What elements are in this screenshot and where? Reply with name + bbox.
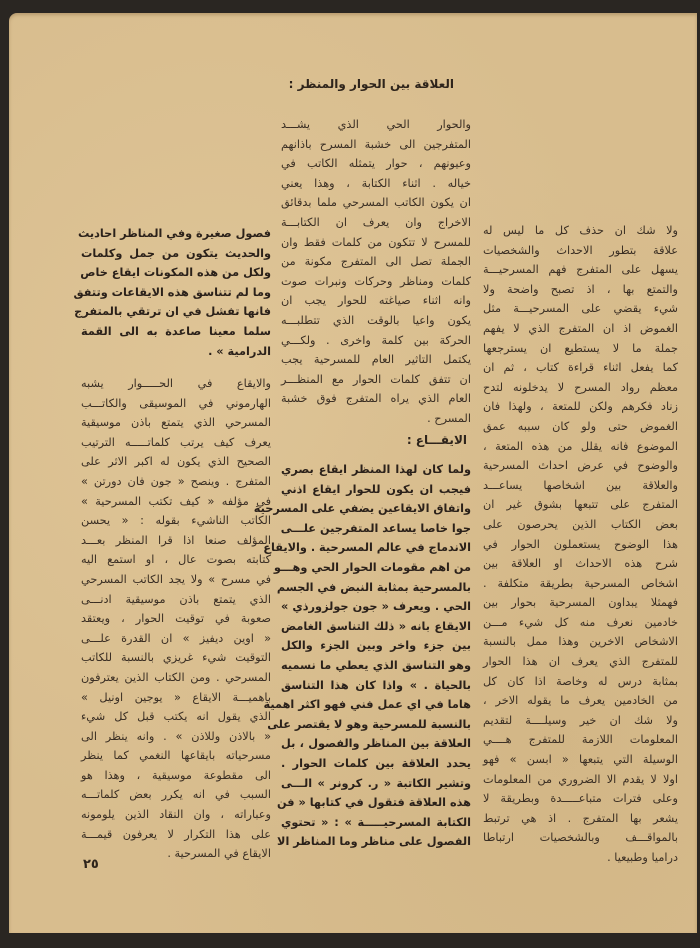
text-line: الاخراج وان يعرف ان الكتابـــة: [281, 215, 471, 229]
text-line: والوضوح في عرض احداث المسرحية: [483, 459, 678, 473]
text-line: السبب في انه يكرر بعض كلماتـــه: [81, 788, 271, 802]
text-line: بالحياة . » واذا كان هذا التناسق: [281, 678, 471, 692]
text-line: الكتابة المسرحيـــــة » : « تحتوي: [281, 815, 471, 829]
text-line: بعض الكتاب الذين يحرصون على: [483, 517, 678, 531]
text-line: بين جزء واخر وبين الجزء والكل: [281, 639, 471, 653]
left-column-paragraph-1: [73, 224, 271, 361]
left-column-paragraph-2: [81, 374, 271, 864]
text-line: كتابته بصوت عال ، او استمع اليه: [81, 553, 271, 567]
text-line: المسرح .: [427, 411, 471, 425]
text-line: الحي . ويعرف « جون جولزورذي »: [281, 600, 471, 614]
text-line: الذي يتمتع باذن موسيقية ادنـــى: [81, 592, 271, 606]
text-line: والحوار الحي الذي يشـــد: [281, 118, 471, 131]
text-line: وعباراته ، وان النقاد الذين يلومونه: [81, 808, 271, 822]
text-line: الصحيح الذي يكون له اكبر الاثر على: [81, 455, 271, 469]
text-line: الى مقطوعة موسيقية ، وهذا هو: [81, 768, 271, 782]
heading-dialogue-and-scene: العلاقة بين الحوار والمنظر :: [288, 77, 454, 91]
text-line: يكون واعيا بالوقت الذي تتطلبـــه: [281, 313, 471, 327]
text-line: فانها تفشل في ان ترتقي بالمتفرج: [74, 305, 271, 319]
text-line: يعرف كيف يرتب كلماتـــــه الترتيب: [81, 435, 271, 449]
text-line: الذي يقول انه يكتب قبل كل شيء: [81, 710, 271, 724]
text-line: الغموض اذ ان المتفرج الذي لا يفهم: [483, 321, 678, 335]
text-line: خادمين نعرف منه كل شيء مـــن: [483, 615, 678, 629]
text-line: فيجب ان يكون للحوار ايقاع اذني: [281, 482, 471, 496]
text-line: المتفرجين الى خشبة المسرح باذانهم: [281, 137, 471, 151]
text-line: وعيونهم ، حوار يتمثله الكاتب في: [281, 157, 471, 171]
text-line: من الخادمين يعرف ما يقوله الاخر ،: [483, 694, 678, 708]
text-line: هذه العلاقة فتقول في كتابها « فن: [276, 796, 471, 810]
text-line: يحدد العلاقة بين كلمات الحوار .: [281, 756, 471, 770]
page-number: ٢٥: [83, 857, 99, 872]
text-line: ولما كان لهذا المنظر ايقاع بصري: [281, 463, 471, 476]
text-line: ولا شك ان حذف كل ما ليس له: [483, 224, 678, 237]
text-line: ان تتفق كلمات الحوار مع المنظـــر: [281, 372, 471, 386]
text-line: اشخاص المسرحية بطريقة متكلفة .: [483, 576, 678, 590]
text-line: خياله . اثناء الكتابة ، وهذا يعني: [281, 176, 471, 190]
middle-column-paragraph-1: [281, 115, 471, 429]
text-line: واتفاق الايقاعين يضفي على المسرحية: [253, 502, 471, 516]
text-line: يكتمل التاثير العام للمسرحية يجب: [281, 353, 471, 367]
text-line: الايقاع في المسرحية .: [167, 847, 271, 861]
text-line: « اوين ديفيز » ان القدرة علـــى: [81, 631, 271, 645]
text-line: جوا خاصا يساعد المتفرجين علـــى: [280, 521, 471, 535]
text-line: من اهم مقومات الحوار الحي وهـــو: [273, 560, 471, 574]
text-line: في مؤلفه « كيف تكتب المسرحية »: [81, 494, 271, 508]
text-line: بالنسبة للمسرحية وهو لا يقتصر على: [267, 717, 471, 731]
text-line: شيء يقضي على المسرحيـــة مثل: [483, 302, 678, 316]
text-line: الاشخاص الاخرين وهذا ممل بالنسبة: [483, 635, 678, 649]
text-line: كلمات ومناظر وحركات ونبرات صوت: [281, 274, 471, 288]
text-line: صعوبة في توقيت الحوار ، ويعتقد: [81, 612, 271, 626]
text-line: الدرامية » .: [208, 344, 271, 358]
text-line: الايقاع بانه « ذلك التناسق الغامض: [281, 619, 471, 633]
text-line: المعلومات اللازمة للمتفرج هــــي: [483, 733, 678, 747]
text-line: وتشير الكاتبة « ر. كرونر » الـــى: [281, 776, 471, 790]
text-line: الهارموني في الموسيقى والكاتـــب: [81, 396, 271, 410]
text-line: التوقيت شيء غريزي بالنسبة للكاتب: [81, 651, 271, 665]
text-line: مسرحياته بايقاعها النغمي كما ينظر: [81, 749, 271, 763]
heading-rhythm: الايقـــاع :: [406, 433, 467, 447]
text-line: بمثابة درس له وخاصة اذا كان كل: [483, 674, 678, 688]
text-line: ان يكون الكاتب المسرحي ملما بدقائق: [281, 196, 471, 210]
text-line: علاقة بتطور الاحداث والشخصيات: [483, 243, 678, 257]
text-line: وما لم تتناسق هذه الايقاعات وتتفق: [73, 285, 271, 299]
text-line: دراميا وطبيعيا .: [607, 851, 678, 864]
text-line: وانه اثناء صياغته للحوار يجب ان: [281, 294, 471, 308]
text-line: فهمثلا يبداون المسرحية بحوار بين: [483, 596, 678, 610]
text-line: وهو التناسق الذي يعطي ما نسميه: [281, 658, 471, 672]
text-line: سلما معينا صاعدة به الى القمة: [81, 324, 271, 338]
text-line: للمسرح لا تتكون من كلمات فقط وان: [281, 235, 471, 249]
text-line: الحركة بين كلمة واخرى . ولكـــي: [281, 333, 471, 347]
text-line: باهميـــة الايقاع « يوجين اونيل »: [81, 690, 271, 704]
text-line: بالمواقـــف وبالشخصيات ارتباطا: [483, 831, 678, 845]
text-line: الغموض حتى ولو كان سببه عمق: [483, 419, 678, 433]
right-column: [483, 221, 678, 868]
text-line: الاندماج في عالم المسرحية . والايقاع: [263, 541, 471, 555]
text-line: كما يفعل اثناء قراءة كتاب ، ثم ان: [483, 361, 678, 375]
text-line: المسرحي الذي يتمتع باذن موسيقية: [81, 416, 271, 430]
middle-column-paragraph-2: [253, 460, 471, 852]
text-line: فصول صغيرة وفي المناظر احاديث: [77, 227, 271, 240]
text-line: الموضوع فانه يقلل من هذه المتعة ،: [483, 439, 678, 453]
text-line: الكاتب الناشيء بقوله : « يحسن: [81, 514, 271, 528]
text-line: والايقاع في الحـــــوار يشبه: [81, 377, 271, 390]
text-line: شرح هذه الاحداث او العلاقة بين: [483, 557, 678, 571]
text-line: للمتفرج الذي يعرف ان هذا الحوار: [483, 655, 678, 669]
text-line: المسرحي . ومن الكتاب الذين يعترفون: [81, 670, 271, 684]
text-line: الجملة تصل الى المتفرج مكونة من: [281, 255, 471, 269]
text-line: زناد فكرهم ولكن للمتعة ، ولهذا فان: [483, 400, 678, 414]
text-line: المتفرج على تتبعها بشوق غير ان: [483, 498, 678, 512]
text-line: العام الذي يراه المتفرج فوق خشبة: [281, 392, 471, 406]
text-line: والعلاقة بين اشخاصها يساعـــد: [483, 478, 678, 492]
text-line: « بالاذن وللاذن » . وانه ينظر الى: [81, 729, 271, 743]
text-line: جملة ما لا يستطيع ان يسترجعها: [483, 341, 678, 355]
text-line: والحديث يتكون من جمل وكلمات: [81, 246, 271, 260]
text-line: هذا الوضوح يستعملون الحوار في: [483, 537, 678, 551]
text-line: وعلى فترات متباعـــــدة وبطريقة لا: [483, 792, 678, 806]
text-line: العلاقة بين المناظر والفصول ، بل: [281, 737, 471, 751]
text-line: هاما في اي عمل فني فهو اكثر اهمية: [263, 698, 471, 712]
magazine-page: [9, 13, 697, 933]
text-line: الوسيلة التي يتبعها « ابسن » فهو: [483, 753, 678, 767]
text-line: يشعر بها المتفرج . اذ هي ترتبط: [483, 811, 678, 825]
text-line: المؤلف صنعا اذا قرا المنظر بعـــد: [81, 533, 271, 547]
text-line: الفصول على مناظر وما المناظر الا: [277, 835, 471, 849]
text-line: يسهل على المتفرج فهم المسرحيـــة: [483, 263, 678, 277]
text-line: ولكل من هذه المكونات ايقاع خاص: [80, 266, 271, 280]
text-line: ولا شك ان خير وسيلــــة لتقديم: [483, 713, 678, 727]
text-line: معظم رواد المسرح لا يدخلونه لتدح: [483, 380, 678, 394]
text-line: على هذا التكرار لا يعرفون قيمـــة: [81, 827, 271, 841]
text-line: في مسرح » ولا يجد الكاتب المسرحي: [81, 572, 271, 586]
text-line: المتفرج . وينصح « جون فان دورتن »: [81, 474, 271, 488]
text-line: والتمتع بها ، اذ تصبح واضحة ولا: [483, 282, 678, 296]
text-line: بالمسرحية بمثابة النبض في الجسم: [276, 580, 471, 594]
text-line: اولا لا يقدم الا الضروري من المعلومات: [483, 772, 678, 786]
